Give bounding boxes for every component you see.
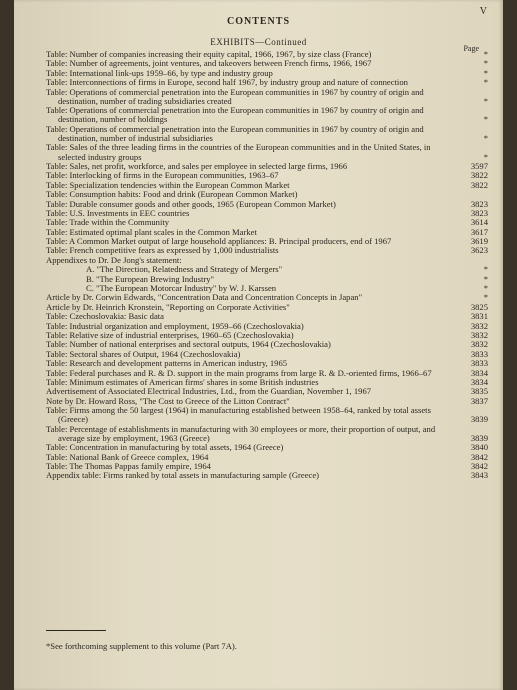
toc-entry-page: *: [483, 292, 488, 303]
toc-entry-title: A. "The Direction, Relatedness and Strategy of Mergers": [86, 264, 283, 275]
toc-entry-title: Table: International link-ups 1959–66, by type and industry group: [46, 67, 273, 78]
toc-entry-page: *: [483, 67, 488, 78]
toc-entry-page: 3839: [470, 414, 488, 425]
toc-entry-page: 3825: [470, 301, 488, 312]
footnote: *See forthcoming supplement to this volume (Part 7A).: [46, 641, 237, 651]
toc-entry-title: Table: Sales of the three leading firms in the countries of the European communities and in the United States, in selected industry groups: [46, 142, 431, 162]
toc-entry-title: Table: Number of agreements, joint ventures, and takeovers between French firms, 1966, 1967: [46, 58, 372, 69]
toc-entry-page: 3839: [470, 432, 488, 443]
exhibits-subheading: EXHIBITS—Continued: [210, 37, 307, 47]
toc-entry-page: *: [483, 58, 488, 69]
toc-entry-title: B. "The European Brewing Industry": [86, 273, 215, 284]
toc-entry-page: 3833: [470, 348, 488, 359]
toc-entry: [46, 106, 488, 124]
toc-entry-page: 3835: [470, 386, 488, 397]
contents-heading: CONTENTS: [226, 16, 290, 27]
table-of-contents: [46, 50, 488, 481]
toc-entry: [46, 78, 488, 87]
toc-entry: [46, 471, 488, 480]
toc-entry: [46, 125, 488, 143]
toc-entry-page: 3823: [470, 207, 488, 218]
toc-entry-title: Table: The Thomas Pappas family empire, 1964: [46, 461, 211, 472]
toc-entry-title: Table: Trade within the Community: [46, 217, 170, 228]
toc-entry-title: Article by Dr. Corwin Edwards, "Concentration Data and Concentration Concepts in Japan": [46, 292, 363, 303]
book-page: [14, 0, 503, 690]
toc-entry-title: Table: Federal purchases and R. & D. support in the main programs from large R. & D.-oriented firms, 1966–67: [46, 367, 432, 378]
toc-entry-title: Table: French competitive fears as expressed by 1,000 industrialists: [46, 245, 279, 256]
toc-entry: [46, 425, 488, 443]
toc-entry-page: 3840: [470, 442, 488, 453]
toc-entry-page: 3832: [470, 329, 488, 340]
toc-entry: [46, 88, 488, 106]
toc-entry-title: Table: Concentration in manufacturing by total assets, 1964 (Greece): [46, 442, 284, 453]
toc-entry-page: *: [483, 151, 488, 162]
toc-entry-title: Table: Sales, net profit, workforce, and sales per employee in selected large firms, 1966: [46, 160, 348, 171]
toc-entry-page: *: [483, 49, 488, 59]
toc-entry-page: 3842: [470, 461, 488, 472]
toc-entry-page: *: [483, 283, 488, 294]
toc-entry-title: Table: Estimated optimal plant scales in the Common Market: [46, 226, 257, 237]
toc-entry-page: *: [483, 77, 488, 88]
page-column-label: Page: [463, 44, 479, 53]
toc-entry: [46, 190, 488, 199]
toc-entry-title: Table: A Common Market output of large household appliances: B. Principal producers, end of 1967: [46, 236, 392, 247]
toc-entry-title: Table: Industrial organization and employment, 1959–66 (Czechoslovakia): [46, 320, 304, 331]
toc-entry-title: Table: Number of companies increasing their equity capital, 1966, 1967, by size class (France): [46, 49, 372, 59]
toc-entry-page: *: [483, 264, 488, 275]
toc-entry-title: Table: Sectoral shares of Output, 1964 (Czechoslovakia): [46, 348, 241, 359]
toc-entry-title: Table: Czechoslovakia: Basic data: [46, 311, 164, 322]
footnote-divider: [46, 630, 106, 631]
toc-entry-title: Table: Research and development patterns in American industry, 1965: [46, 358, 288, 369]
toc-entry-page: *: [483, 114, 488, 125]
toc-entry-title: Table: Number of national enterprises and sectoral outputs, 1964 (Czechoslovakia): [46, 339, 331, 350]
toc-entry-page: 3832: [470, 320, 488, 331]
toc-entry-title: Table: Percentage of establishments in manufacturing with 30 employees or more, their proportion of output, and average size by employment, 1963 (Greece): [46, 423, 436, 443]
toc-entry-title: Table: Operations of commercial penetration into the European communities in 1967 by country of origin and destination, number of trading subsidiaries created: [46, 86, 424, 106]
toc-entry-title: Table: Operations of commercial penetration into the European communities in 1967 by country of origin and destination, number of holdings: [46, 105, 424, 125]
toc-entry-title: Table: Interlocking of firms in the European communities, 1963–67: [46, 170, 279, 181]
toc-entry-title: Table: National Bank of Greece complex, 1964: [46, 451, 209, 462]
toc-entry-title: Table: Specialization tendencies within the European Common Market: [46, 179, 290, 190]
toc-entry-title: Table: Interconnections of firms in Europe, second half 1967, by industry group and nature of connection: [46, 77, 408, 88]
toc-entry-page: 3619: [470, 236, 488, 247]
toc-entry-page: *: [483, 95, 488, 106]
toc-entry-title: Advertisement of Associated Electrical Industries, Ltd., from the Guardian, November 1, 1967: [46, 386, 372, 397]
toc-entry-page: *: [483, 273, 488, 284]
toc-entry-title: Table: Consumption habits: Food and drink (European Common Market): [46, 189, 298, 200]
toc-entry-title: Table: U.S. Investments in EEC countries: [46, 207, 190, 218]
toc-entry-page: 3833: [470, 358, 488, 369]
toc-entry: [46, 406, 488, 424]
toc-entry-title: Article by Dr. Heinrich Kronstein, "Reporting on Corporate Activities": [46, 301, 290, 312]
toc-entry-page: 3831: [470, 311, 488, 322]
toc-entry-page: 3832: [470, 339, 488, 350]
toc-entry-page: 3843: [470, 470, 488, 481]
toc-entry-title: Note by Dr. Howard Ross, "The Cost to Greece of the Litton Contract": [46, 395, 290, 406]
toc-entry-page: 3837: [470, 395, 488, 406]
toc-entry-title: Table: Operations of commercial penetration into the European communities in 1967 by country of origin and destination, number of industrial subsidiaries: [46, 123, 424, 143]
toc-entry-title: Appendix table: Firms ranked by total assets in manufacturing sample (Greece): [46, 470, 320, 481]
toc-entry-title: Table: Durable consumer goods and other goods, 1965 (European Common Market): [46, 198, 336, 209]
toc-entry-page: 3842: [470, 451, 488, 462]
toc-entry-page: 3617: [470, 226, 488, 237]
toc-entry-title: Table: Minimum estimates of American firms' shares in some British industries: [46, 376, 319, 387]
toc-entry: [46, 143, 488, 161]
toc-entry-title: Table: Relative size of industrial enterprises, 1960–65 (Czechoslovakia): [46, 329, 294, 340]
toc-entry: [46, 359, 488, 368]
toc-entry-page: 3823: [470, 198, 488, 209]
toc-entry-page: 3822: [470, 170, 488, 181]
toc-entry-title: Appendixes to Dr. De Jong's statement:: [46, 254, 182, 265]
toc-entry-page: 3623: [470, 245, 488, 256]
toc-entry-page: *: [483, 132, 488, 143]
toc-entry-title: Table: Firms among the 50 largest (1964) in manufacturing established between 1958–64, ranked by total assets (Greece): [46, 405, 431, 425]
toc-entry-page: 3834: [470, 367, 488, 378]
toc-entry-page: 3614: [470, 217, 488, 228]
toc-entry-page: 3834: [470, 376, 488, 387]
toc-entry-page: 3822: [470, 179, 488, 190]
page-number: V: [479, 6, 487, 17]
toc-entry-page: 3597: [470, 160, 488, 171]
toc-entry: [46, 312, 488, 321]
toc-entry-title: C. "The European Motorcar Industry" by W. J. Karssen: [86, 283, 277, 294]
